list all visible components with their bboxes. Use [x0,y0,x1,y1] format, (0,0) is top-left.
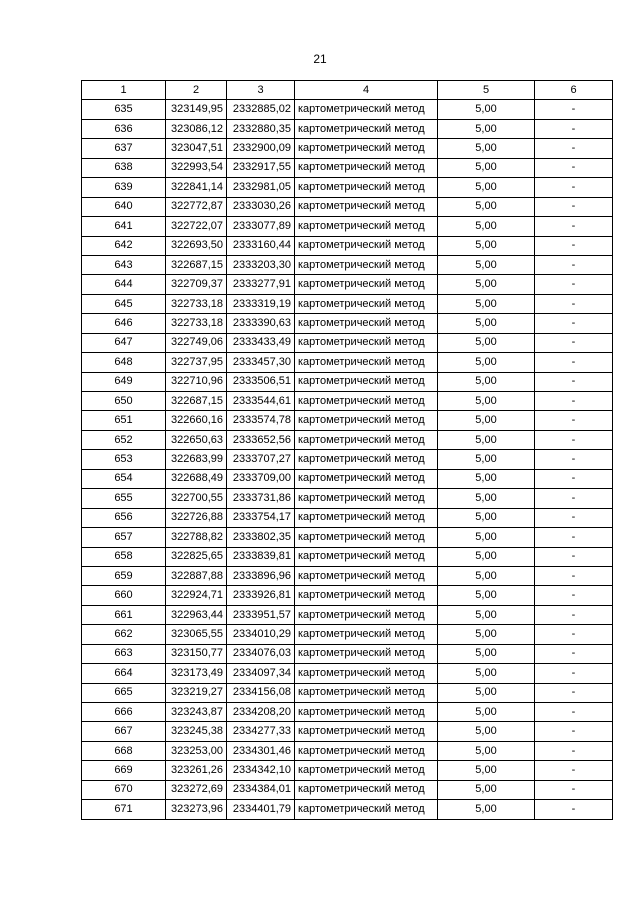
y-coordinate-cell: 2333896,96 [227,566,295,585]
method-cell: картометрический метод [295,333,438,352]
method-cell: картометрический метод [295,158,438,177]
method-cell: картометрический метод [295,528,438,547]
y-coordinate-cell: 2333030,26 [227,197,295,216]
note-cell: - [535,353,613,372]
x-coordinate-cell: 322660,16 [166,411,227,430]
table-row [82,353,613,372]
accuracy-cell: 5,00 [438,392,535,411]
point-number-cell: 645 [82,294,166,313]
table-row [82,100,613,119]
x-coordinate-cell: 322749,06 [166,333,227,352]
accuracy-cell: 5,00 [438,255,535,274]
note-cell: - [535,158,613,177]
x-coordinate-cell: 323173,49 [166,664,227,683]
method-cell: картометрический метод [295,586,438,605]
table-row [82,275,613,294]
x-coordinate-cell: 322993,54 [166,158,227,177]
point-number-cell: 637 [82,139,166,158]
table-row [82,197,613,216]
point-number-cell: 636 [82,119,166,138]
point-number-cell: 669 [82,761,166,780]
x-coordinate-cell: 322693,50 [166,236,227,255]
method-cell: картометрический метод [295,353,438,372]
accuracy-cell: 5,00 [438,508,535,527]
method-cell: картометрический метод [295,119,438,138]
x-coordinate-cell: 322687,15 [166,392,227,411]
x-coordinate-cell: 323261,26 [166,761,227,780]
point-number-cell: 657 [82,528,166,547]
x-coordinate-cell: 323243,87 [166,703,227,722]
table-row [82,139,613,158]
point-number-cell: 663 [82,644,166,663]
point-number-cell: 660 [82,586,166,605]
method-cell: картометрический метод [295,489,438,508]
table-row [82,703,613,722]
accuracy-cell: 5,00 [438,703,535,722]
accuracy-cell: 5,00 [438,430,535,449]
point-number-cell: 652 [82,430,166,449]
accuracy-cell: 5,00 [438,158,535,177]
note-cell: - [535,333,613,352]
x-coordinate-cell: 323273,96 [166,800,227,819]
y-coordinate-cell: 2332917,55 [227,158,295,177]
y-coordinate-cell: 2334156,08 [227,683,295,702]
y-coordinate-cell: 2333160,44 [227,236,295,255]
method-cell: картометрический метод [295,683,438,702]
point-number-cell: 642 [82,236,166,255]
table-row [82,644,613,663]
note-cell: - [535,528,613,547]
table-row [82,780,613,799]
accuracy-cell: 5,00 [438,625,535,644]
y-coordinate-cell: 2333457,30 [227,353,295,372]
accuracy-cell: 5,00 [438,411,535,430]
method-cell: картометрический метод [295,314,438,333]
table-row [82,430,613,449]
coordinates-table [81,80,613,820]
table-row [82,625,613,644]
table-row [82,217,613,236]
y-coordinate-cell: 2333839,81 [227,547,295,566]
point-number-cell: 655 [82,489,166,508]
point-number-cell: 665 [82,683,166,702]
method-cell: картометрический метод [295,741,438,760]
note-cell: - [535,119,613,138]
table-row [82,294,613,313]
note-cell: - [535,372,613,391]
table-row [82,372,613,391]
note-cell: - [535,683,613,702]
accuracy-cell: 5,00 [438,119,535,138]
table-row [82,314,613,333]
note-cell: - [535,722,613,741]
y-coordinate-cell: 2334076,03 [227,644,295,663]
accuracy-cell: 5,00 [438,178,535,197]
point-number-cell: 656 [82,508,166,527]
note-cell: - [535,430,613,449]
point-number-cell: 640 [82,197,166,216]
x-coordinate-cell: 322737,95 [166,353,227,372]
note-cell: - [535,100,613,119]
header-cell: 5 [438,81,535,100]
table-row [82,489,613,508]
point-number-cell: 650 [82,392,166,411]
y-coordinate-cell: 2334301,46 [227,741,295,760]
note-cell: - [535,547,613,566]
table-row [82,508,613,527]
accuracy-cell: 5,00 [438,722,535,741]
note-cell: - [535,605,613,624]
note-cell: - [535,703,613,722]
y-coordinate-cell: 2333544,61 [227,392,295,411]
y-coordinate-cell: 2333433,49 [227,333,295,352]
accuracy-cell: 5,00 [438,217,535,236]
point-number-cell: 639 [82,178,166,197]
header-cell: 6 [535,81,613,100]
method-cell: картометрический метод [295,761,438,780]
note-cell: - [535,275,613,294]
method-cell: картометрический метод [295,605,438,624]
note-cell: - [535,217,613,236]
point-number-cell: 646 [82,314,166,333]
method-cell: картометрический метод [295,508,438,527]
y-coordinate-cell: 2333077,89 [227,217,295,236]
accuracy-cell: 5,00 [438,800,535,819]
accuracy-cell: 5,00 [438,236,535,255]
x-coordinate-cell: 322709,37 [166,275,227,294]
header-cell: 1 [82,81,166,100]
table-row [82,158,613,177]
note-cell: - [535,489,613,508]
note-cell: - [535,314,613,333]
x-coordinate-cell: 322688,49 [166,469,227,488]
note-cell: - [535,800,613,819]
y-coordinate-cell: 2333926,81 [227,586,295,605]
x-coordinate-cell: 322733,18 [166,314,227,333]
table-row [82,547,613,566]
method-cell: картометрический метод [295,275,438,294]
note-cell: - [535,197,613,216]
accuracy-cell: 5,00 [438,314,535,333]
table-row [82,683,613,702]
point-number-cell: 666 [82,703,166,722]
x-coordinate-cell: 323086,12 [166,119,227,138]
header-cell: 4 [295,81,438,100]
x-coordinate-cell: 322700,55 [166,489,227,508]
point-number-cell: 659 [82,566,166,585]
accuracy-cell: 5,00 [438,294,535,313]
method-cell: картометрический метод [295,255,438,274]
y-coordinate-cell: 2333277,91 [227,275,295,294]
point-number-cell: 647 [82,333,166,352]
table-row [82,566,613,585]
table-body [82,100,613,819]
header-cell: 3 [227,81,295,100]
y-coordinate-cell: 2334401,79 [227,800,295,819]
accuracy-cell: 5,00 [438,528,535,547]
point-number-cell: 662 [82,625,166,644]
table-row [82,411,613,430]
accuracy-cell: 5,00 [438,469,535,488]
method-cell: картометрический метод [295,236,438,255]
y-coordinate-cell: 2333319,19 [227,294,295,313]
point-number-cell: 635 [82,100,166,119]
x-coordinate-cell: 322710,96 [166,372,227,391]
page-number: 21 [313,52,327,66]
note-cell: - [535,236,613,255]
table-row [82,392,613,411]
method-cell: картометрический метод [295,566,438,585]
table-row [82,333,613,352]
method-cell: картометрический метод [295,139,438,158]
y-coordinate-cell: 2332981,05 [227,178,295,197]
table-row [82,469,613,488]
method-cell: картометрический метод [295,722,438,741]
method-cell: картометрический метод [295,411,438,430]
accuracy-cell: 5,00 [438,275,535,294]
point-number-cell: 667 [82,722,166,741]
accuracy-cell: 5,00 [438,547,535,566]
point-number-cell: 664 [82,664,166,683]
accuracy-cell: 5,00 [438,683,535,702]
table-row [82,586,613,605]
table-row [82,236,613,255]
method-cell: картометрический метод [295,372,438,391]
point-number-cell: 658 [82,547,166,566]
accuracy-cell: 5,00 [438,100,535,119]
x-coordinate-cell: 322726,88 [166,508,227,527]
x-coordinate-cell: 322841,14 [166,178,227,197]
note-cell: - [535,761,613,780]
method-cell: картометрический метод [295,392,438,411]
method-cell: картометрический метод [295,294,438,313]
note-cell: - [535,255,613,274]
table-row [82,605,613,624]
accuracy-cell: 5,00 [438,333,535,352]
y-coordinate-cell: 2333707,27 [227,450,295,469]
x-coordinate-cell: 322772,87 [166,197,227,216]
accuracy-cell: 5,00 [438,139,535,158]
accuracy-cell: 5,00 [438,450,535,469]
x-coordinate-cell: 323047,51 [166,139,227,158]
note-cell: - [535,411,613,430]
table-row [82,741,613,760]
header-cell: 2 [166,81,227,100]
accuracy-cell: 5,00 [438,644,535,663]
note-cell: - [535,178,613,197]
y-coordinate-cell: 2332900,09 [227,139,295,158]
x-coordinate-cell: 322687,15 [166,255,227,274]
x-coordinate-cell: 323150,77 [166,644,227,663]
y-coordinate-cell: 2333709,00 [227,469,295,488]
accuracy-cell: 5,00 [438,761,535,780]
note-cell: - [535,294,613,313]
x-coordinate-cell: 322963,44 [166,605,227,624]
table-row [82,664,613,683]
accuracy-cell: 5,00 [438,372,535,391]
note-cell: - [535,625,613,644]
note-cell: - [535,644,613,663]
method-cell: картометрический метод [295,780,438,799]
y-coordinate-cell: 2334384,01 [227,780,295,799]
point-number-cell: 649 [82,372,166,391]
y-coordinate-cell: 2334097,34 [227,664,295,683]
x-coordinate-cell: 323219,27 [166,683,227,702]
table-row [82,528,613,547]
accuracy-cell: 5,00 [438,566,535,585]
method-cell: картометрический метод [295,625,438,644]
accuracy-cell: 5,00 [438,664,535,683]
method-cell: картометрический метод [295,644,438,663]
accuracy-cell: 5,00 [438,489,535,508]
method-cell: картометрический метод [295,100,438,119]
x-coordinate-cell: 322722,07 [166,217,227,236]
y-coordinate-cell: 2333731,86 [227,489,295,508]
point-number-cell: 651 [82,411,166,430]
y-coordinate-cell: 2333754,17 [227,508,295,527]
accuracy-cell: 5,00 [438,586,535,605]
note-cell: - [535,780,613,799]
table-row [82,119,613,138]
method-cell: картометрический метод [295,800,438,819]
y-coordinate-cell: 2334010,29 [227,625,295,644]
y-coordinate-cell: 2333506,51 [227,372,295,391]
x-coordinate-cell: 322887,88 [166,566,227,585]
x-coordinate-cell: 322683,99 [166,450,227,469]
method-cell: картометрический метод [295,664,438,683]
note-cell: - [535,450,613,469]
x-coordinate-cell: 322788,82 [166,528,227,547]
point-number-cell: 643 [82,255,166,274]
y-coordinate-cell: 2334277,33 [227,722,295,741]
table-row [82,450,613,469]
accuracy-cell: 5,00 [438,741,535,760]
table-row [82,722,613,741]
note-cell: - [535,139,613,158]
y-coordinate-cell: 2332880,35 [227,119,295,138]
x-coordinate-cell: 323149,95 [166,100,227,119]
method-cell: картометрический метод [295,547,438,566]
y-coordinate-cell: 2333951,57 [227,605,295,624]
accuracy-cell: 5,00 [438,780,535,799]
note-cell: - [535,741,613,760]
note-cell: - [535,586,613,605]
x-coordinate-cell: 323253,00 [166,741,227,760]
accuracy-cell: 5,00 [438,353,535,372]
x-coordinate-cell: 322924,71 [166,586,227,605]
note-cell: - [535,508,613,527]
point-number-cell: 653 [82,450,166,469]
y-coordinate-cell: 2333652,56 [227,430,295,449]
point-number-cell: 661 [82,605,166,624]
table-row [82,178,613,197]
note-cell: - [535,392,613,411]
point-number-cell: 641 [82,217,166,236]
x-coordinate-cell: 323245,38 [166,722,227,741]
accuracy-cell: 5,00 [438,197,535,216]
x-coordinate-cell: 322825,65 [166,547,227,566]
x-coordinate-cell: 322650,63 [166,430,227,449]
table-row [82,800,613,819]
y-coordinate-cell: 2334208,20 [227,703,295,722]
point-number-cell: 671 [82,800,166,819]
y-coordinate-cell: 2333203,30 [227,255,295,274]
point-number-cell: 668 [82,741,166,760]
point-number-cell: 648 [82,353,166,372]
note-cell: - [535,469,613,488]
method-cell: картометрический метод [295,703,438,722]
point-number-cell: 638 [82,158,166,177]
method-cell: картометрический метод [295,469,438,488]
y-coordinate-cell: 2334342,10 [227,761,295,780]
note-cell: - [535,664,613,683]
method-cell: картометрический метод [295,178,438,197]
point-number-cell: 644 [82,275,166,294]
y-coordinate-cell: 2333802,35 [227,528,295,547]
y-coordinate-cell: 2333390,63 [227,314,295,333]
table-row [82,761,613,780]
header-row [82,81,613,100]
table-row [82,255,613,274]
method-cell: картометрический метод [295,430,438,449]
x-coordinate-cell: 323272,69 [166,780,227,799]
method-cell: картометрический метод [295,217,438,236]
x-coordinate-cell: 323065,55 [166,625,227,644]
method-cell: картометрический метод [295,197,438,216]
x-coordinate-cell: 322733,18 [166,294,227,313]
point-number-cell: 654 [82,469,166,488]
y-coordinate-cell: 2332885,02 [227,100,295,119]
point-number-cell: 670 [82,780,166,799]
y-coordinate-cell: 2333574,78 [227,411,295,430]
note-cell: - [535,566,613,585]
method-cell: картометрический метод [295,450,438,469]
accuracy-cell: 5,00 [438,605,535,624]
